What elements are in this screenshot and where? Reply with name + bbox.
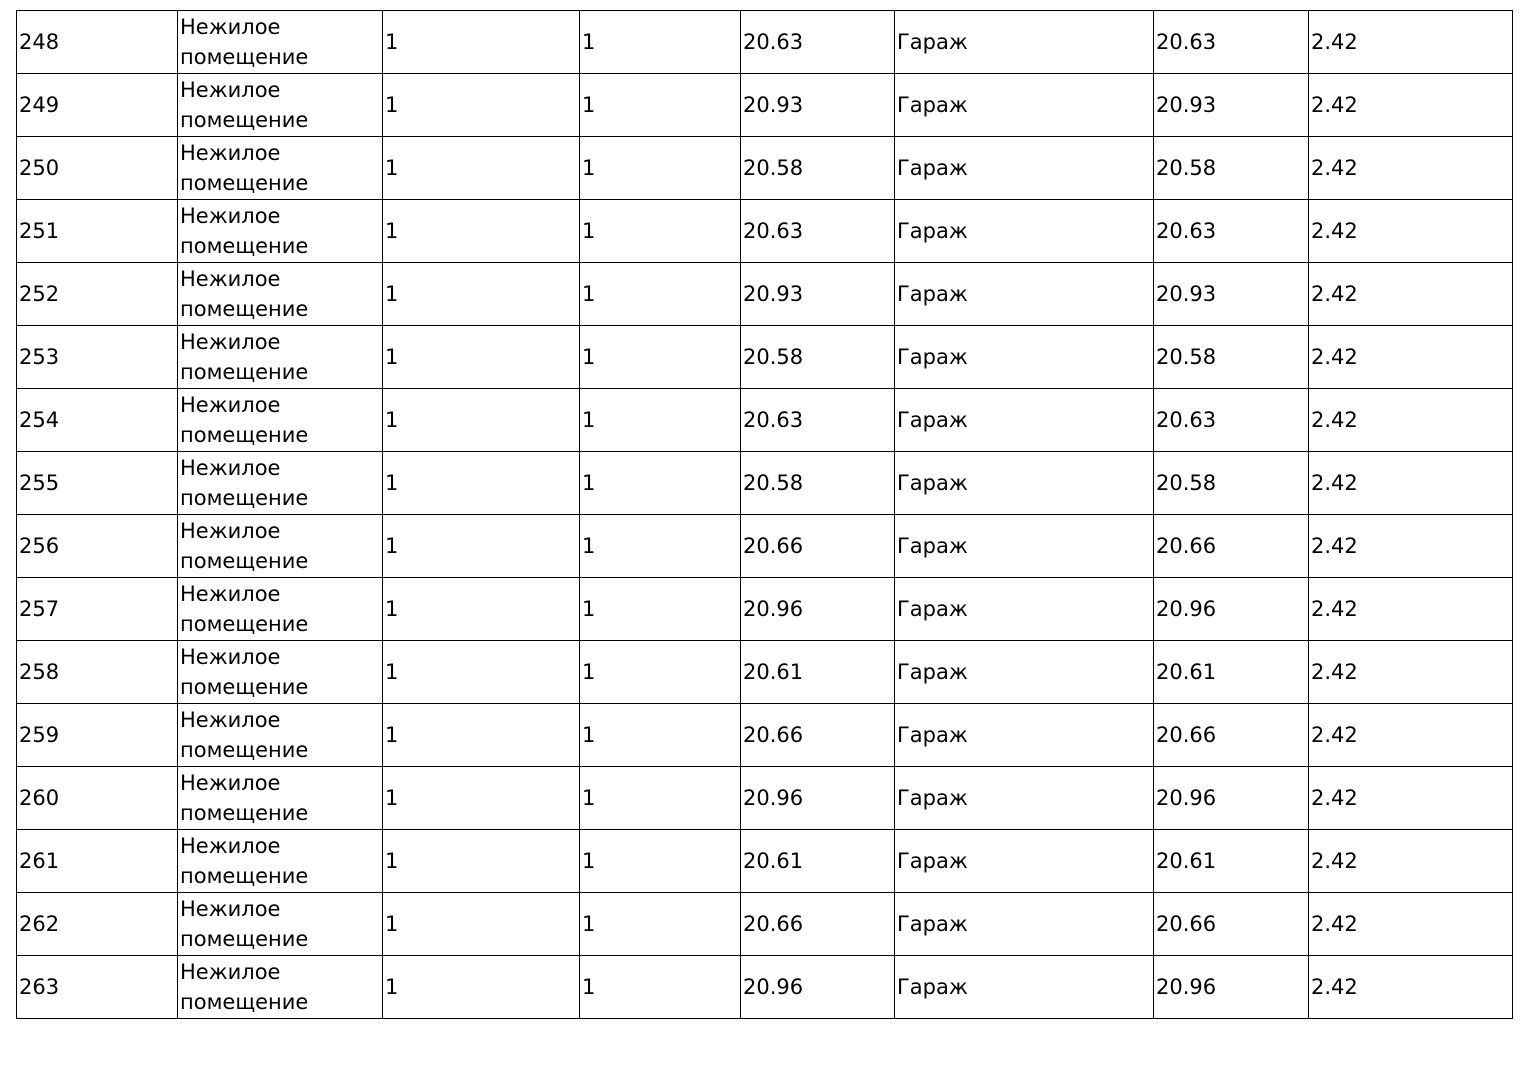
cell-area: 20.63	[741, 389, 895, 452]
cell-height: 2.42	[1309, 641, 1513, 704]
table-row	[17, 389, 1513, 452]
cell-value-b: 1	[580, 641, 741, 704]
cell-height: 2.42	[1309, 200, 1513, 263]
table-row	[17, 326, 1513, 389]
cell-area: 20.61	[741, 641, 895, 704]
cell-area-secondary: 20.66	[1154, 704, 1309, 767]
cell-value-a: 1	[383, 200, 580, 263]
cell-purpose: Гараж	[895, 137, 1154, 200]
table-row	[17, 200, 1513, 263]
cell-area: 20.63	[741, 200, 895, 263]
cell-number: 248	[17, 11, 178, 74]
cell-area-secondary: 20.63	[1154, 389, 1309, 452]
cell-purpose: Гараж	[895, 956, 1154, 1019]
cell-area-secondary: 20.58	[1154, 137, 1309, 200]
cell-height: 2.42	[1309, 74, 1513, 137]
cell-height: 2.42	[1309, 893, 1513, 956]
cell-area: 20.58	[741, 452, 895, 515]
cell-number: 258	[17, 641, 178, 704]
cell-number: 255	[17, 452, 178, 515]
cell-height: 2.42	[1309, 704, 1513, 767]
table-row	[17, 263, 1513, 326]
cell-premises-kind: Нежилое помещение	[178, 200, 383, 263]
table-row	[17, 893, 1513, 956]
cell-number: 250	[17, 137, 178, 200]
cell-area-secondary: 20.61	[1154, 830, 1309, 893]
cell-number: 253	[17, 326, 178, 389]
cell-area: 20.96	[741, 578, 895, 641]
cell-number: 262	[17, 893, 178, 956]
cell-area-secondary: 20.58	[1154, 452, 1309, 515]
cell-value-a: 1	[383, 326, 580, 389]
cell-value-a: 1	[383, 578, 580, 641]
table-row	[17, 704, 1513, 767]
cell-number: 256	[17, 515, 178, 578]
cell-height: 2.42	[1309, 515, 1513, 578]
cell-value-b: 1	[580, 74, 741, 137]
table-row	[17, 452, 1513, 515]
cell-area: 20.96	[741, 767, 895, 830]
cell-height: 2.42	[1309, 956, 1513, 1019]
cell-purpose: Гараж	[895, 767, 1154, 830]
cell-value-b: 1	[580, 704, 741, 767]
cell-number: 254	[17, 389, 178, 452]
table-row	[17, 956, 1513, 1019]
cell-value-b: 1	[580, 200, 741, 263]
cell-value-a: 1	[383, 956, 580, 1019]
cell-value-a: 1	[383, 767, 580, 830]
table-row	[17, 578, 1513, 641]
cell-area-secondary: 20.66	[1154, 515, 1309, 578]
cell-area: 20.58	[741, 326, 895, 389]
cell-area-secondary: 20.63	[1154, 11, 1309, 74]
cell-premises-kind: Нежилое помещение	[178, 515, 383, 578]
cell-value-b: 1	[580, 11, 741, 74]
premises-table	[16, 10, 1513, 1019]
cell-value-b: 1	[580, 578, 741, 641]
table-row	[17, 830, 1513, 893]
cell-premises-kind: Нежилое помещение	[178, 263, 383, 326]
cell-value-b: 1	[580, 263, 741, 326]
cell-value-a: 1	[383, 74, 580, 137]
cell-purpose: Гараж	[895, 389, 1154, 452]
table-row	[17, 11, 1513, 74]
cell-area: 20.66	[741, 893, 895, 956]
cell-value-a: 1	[383, 11, 580, 74]
cell-height: 2.42	[1309, 326, 1513, 389]
table-row	[17, 767, 1513, 830]
cell-area: 20.96	[741, 956, 895, 1019]
cell-height: 2.42	[1309, 389, 1513, 452]
cell-area-secondary: 20.93	[1154, 74, 1309, 137]
cell-value-a: 1	[383, 830, 580, 893]
cell-premises-kind: Нежилое помещение	[178, 956, 383, 1019]
cell-premises-kind: Нежилое помещение	[178, 767, 383, 830]
cell-area: 20.93	[741, 74, 895, 137]
cell-value-a: 1	[383, 893, 580, 956]
cell-area-secondary: 20.63	[1154, 200, 1309, 263]
cell-purpose: Гараж	[895, 74, 1154, 137]
cell-value-b: 1	[580, 893, 741, 956]
cell-purpose: Гараж	[895, 263, 1154, 326]
cell-premises-kind: Нежилое помещение	[178, 452, 383, 515]
cell-purpose: Гараж	[895, 200, 1154, 263]
cell-area-secondary: 20.96	[1154, 767, 1309, 830]
cell-height: 2.42	[1309, 830, 1513, 893]
cell-area: 20.63	[741, 11, 895, 74]
cell-area-secondary: 20.66	[1154, 893, 1309, 956]
cell-number: 259	[17, 704, 178, 767]
cell-height: 2.42	[1309, 578, 1513, 641]
table-row	[17, 74, 1513, 137]
cell-purpose: Гараж	[895, 704, 1154, 767]
cell-height: 2.42	[1309, 11, 1513, 74]
cell-value-a: 1	[383, 389, 580, 452]
cell-value-a: 1	[383, 137, 580, 200]
cell-premises-kind: Нежилое помещение	[178, 326, 383, 389]
cell-number: 263	[17, 956, 178, 1019]
cell-value-a: 1	[383, 515, 580, 578]
cell-height: 2.42	[1309, 137, 1513, 200]
cell-value-b: 1	[580, 830, 741, 893]
cell-purpose: Гараж	[895, 578, 1154, 641]
cell-purpose: Гараж	[895, 830, 1154, 893]
cell-number: 260	[17, 767, 178, 830]
cell-number: 249	[17, 74, 178, 137]
cell-purpose: Гараж	[895, 326, 1154, 389]
cell-purpose: Гараж	[895, 515, 1154, 578]
cell-area-secondary: 20.96	[1154, 578, 1309, 641]
cell-value-b: 1	[580, 452, 741, 515]
cell-value-b: 1	[580, 326, 741, 389]
cell-premises-kind: Нежилое помещение	[178, 389, 383, 452]
cell-value-a: 1	[383, 263, 580, 326]
cell-premises-kind: Нежилое помещение	[178, 137, 383, 200]
cell-value-b: 1	[580, 515, 741, 578]
cell-premises-kind: Нежилое помещение	[178, 830, 383, 893]
cell-premises-kind: Нежилое помещение	[178, 893, 383, 956]
cell-area: 20.66	[741, 704, 895, 767]
cell-premises-kind: Нежилое помещение	[178, 704, 383, 767]
cell-area: 20.66	[741, 515, 895, 578]
cell-value-a: 1	[383, 452, 580, 515]
cell-purpose: Гараж	[895, 452, 1154, 515]
cell-area-secondary: 20.96	[1154, 956, 1309, 1019]
cell-purpose: Гараж	[895, 893, 1154, 956]
cell-number: 261	[17, 830, 178, 893]
cell-premises-kind: Нежилое помещение	[178, 641, 383, 704]
cell-area-secondary: 20.61	[1154, 641, 1309, 704]
cell-number: 251	[17, 200, 178, 263]
cell-purpose: Гараж	[895, 641, 1154, 704]
cell-premises-kind: Нежилое помещение	[178, 11, 383, 74]
cell-value-a: 1	[383, 704, 580, 767]
cell-purpose: Гараж	[895, 11, 1154, 74]
table-row	[17, 515, 1513, 578]
table-body	[17, 11, 1513, 1019]
cell-number: 257	[17, 578, 178, 641]
table-row	[17, 641, 1513, 704]
cell-value-a: 1	[383, 641, 580, 704]
cell-value-b: 1	[580, 137, 741, 200]
cell-area-secondary: 20.58	[1154, 326, 1309, 389]
table-row	[17, 137, 1513, 200]
cell-height: 2.42	[1309, 452, 1513, 515]
cell-premises-kind: Нежилое помещение	[178, 578, 383, 641]
cell-area: 20.93	[741, 263, 895, 326]
cell-area-secondary: 20.93	[1154, 263, 1309, 326]
cell-height: 2.42	[1309, 767, 1513, 830]
cell-number: 252	[17, 263, 178, 326]
cell-height: 2.42	[1309, 263, 1513, 326]
cell-area: 20.58	[741, 137, 895, 200]
cell-area: 20.61	[741, 830, 895, 893]
cell-premises-kind: Нежилое помещение	[178, 74, 383, 137]
cell-value-b: 1	[580, 389, 741, 452]
cell-value-b: 1	[580, 767, 741, 830]
cell-value-b: 1	[580, 956, 741, 1019]
